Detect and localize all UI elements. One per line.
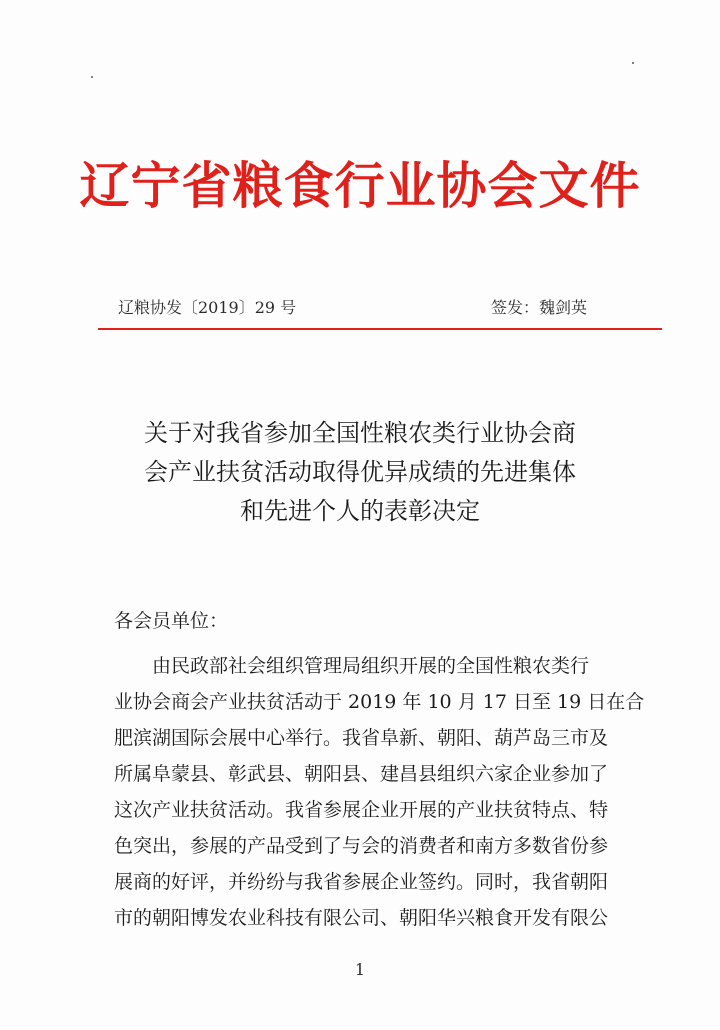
body-line: 所属阜蒙县、彰武县、朝阳县、建昌县组织六家企业参加了 xyxy=(114,763,609,785)
document-title xyxy=(90,414,630,531)
body-line: 色突出，参展的产品受到了与会的消费者和南方多数省份参 xyxy=(114,835,609,857)
scan-speck xyxy=(632,62,634,64)
page-number: 1 xyxy=(354,960,366,979)
body-paragraph xyxy=(114,648,645,936)
document-number: 辽粮协发〔2019〕29 号 xyxy=(118,298,297,317)
document-title-line: 和先进个人的表彰决定 xyxy=(240,497,480,525)
salutation: 各会员单位： xyxy=(114,610,229,632)
issuer-header-title: 辽宁省粮食行业协会文件 xyxy=(79,156,641,215)
body-line: 由民政部社会组织管理局组织开展的全国性粮农类行 xyxy=(152,655,590,677)
document-title-line: 关于对我省参加全国性粮农类行业协会商 xyxy=(144,419,576,447)
signer: 签发：魏剑英 xyxy=(491,298,588,317)
body-line: 这次产业扶贫活动。我省参展企业开展的产业扶贫特点、特 xyxy=(114,799,609,821)
document-title-line: 会产业扶贫活动取得优异成绩的先进集体 xyxy=(144,458,576,486)
body-line: 展商的好评，并纷纷与我省参展企业签约。同时，我省朝阳 xyxy=(114,871,609,893)
body-line: 市的朝阳博发农业科技有限公司、朝阳华兴粮食开发有限公 xyxy=(114,907,609,929)
red-divider-line xyxy=(98,328,662,330)
body-line: 业协会商会产业扶贫活动于 2019 年 10 月 17 日至 19 日在合 xyxy=(114,691,645,713)
scan-speck xyxy=(91,76,93,78)
body-line: 肥滨湖国际会展中心举行。我省阜新、朝阳、葫芦岛三市及 xyxy=(114,727,609,749)
